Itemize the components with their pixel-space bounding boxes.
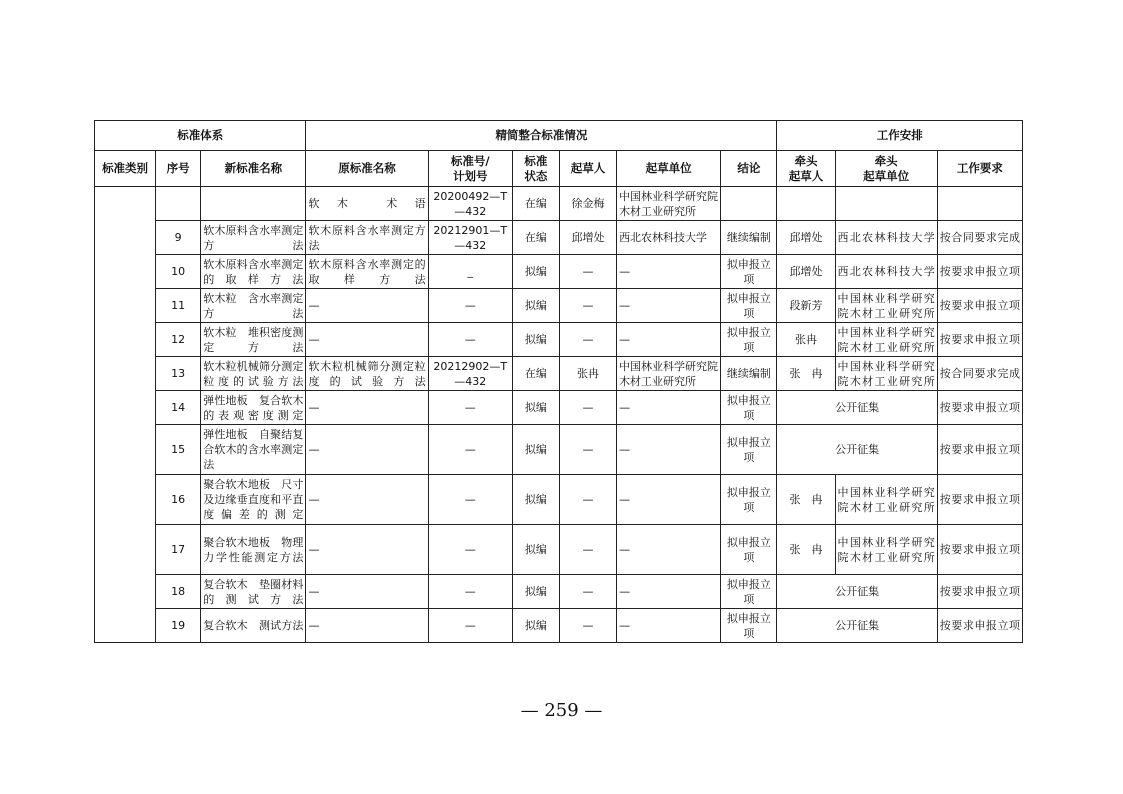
public-collection-cell: 公开征集 — [777, 575, 937, 609]
new-name-cell: 复合软木 测试方法 — [201, 609, 306, 643]
draft-unit-cell: — — [617, 255, 721, 289]
drafter-cell: — — [559, 289, 616, 323]
old-name-cell: 软木 术语 — [306, 187, 428, 221]
status-cell: 拟编 — [512, 289, 559, 323]
table-row — [95, 221, 1023, 255]
conclusion-cell: 拟申报立项 — [721, 575, 777, 609]
column-header: 起草单位 — [617, 151, 721, 187]
draft-unit-cell: — — [617, 575, 721, 609]
work-requirement-cell: 按合同要求完成 — [937, 221, 1022, 255]
std-number-cell: 20212901—T—432 — [428, 221, 512, 255]
lead-unit-cell: 中国林业科学研究院木材工业研究所 — [835, 475, 937, 525]
work-requirement-cell: 按要求申报立项 — [937, 289, 1022, 323]
new-name-cell: 软木原料含水率测定的取样方法 — [201, 255, 306, 289]
category-cell — [95, 187, 156, 643]
std-number-cell: — — [428, 525, 512, 575]
column-header: 序号 — [156, 151, 201, 187]
lead-unit-cell — [835, 187, 937, 221]
draft-unit-cell: — — [617, 609, 721, 643]
std-number-cell: — — [428, 425, 512, 475]
lead-drafter-cell: 张冉 — [777, 323, 835, 357]
drafter-cell: — — [559, 425, 616, 475]
lead-drafter-cell: 邱增处 — [777, 255, 835, 289]
work-requirement-cell: 按要求申报立项 — [937, 425, 1022, 475]
drafter-cell: — — [559, 525, 616, 575]
new-name-cell: 聚合软木地板 尺寸及边缘垂直度和平直度偏差的测定 — [201, 475, 306, 525]
table-row — [95, 289, 1023, 323]
drafter-cell: 邱增处 — [559, 221, 616, 255]
column-header: 新标准名称 — [201, 151, 306, 187]
serial-cell: 9 — [156, 221, 201, 255]
table-row — [95, 609, 1023, 643]
column-header: 起草人 — [559, 151, 616, 187]
lead-drafter-cell: 邱增处 — [777, 221, 835, 255]
lead-drafter-cell: 段新芳 — [777, 289, 835, 323]
work-requirement-cell: 按要求申报立项 — [937, 255, 1022, 289]
conclusion-cell: 拟申报立项 — [721, 289, 777, 323]
new-name-cell: 软木粒 含水率测定方法 — [201, 289, 306, 323]
draft-unit-cell: — — [617, 525, 721, 575]
drafter-cell: — — [559, 391, 616, 425]
lead-unit-cell: 中国林业科学研究院木材工业研究所 — [835, 289, 937, 323]
public-collection-cell: 公开征集 — [777, 425, 937, 475]
draft-unit-cell: 中国林业科学研究院木材工业研究所 — [617, 187, 721, 221]
lead-drafter-cell: 张 冉 — [777, 357, 835, 391]
serial-cell — [156, 187, 201, 221]
status-cell: 拟编 — [512, 255, 559, 289]
work-requirement-cell: 按要求申报立项 — [937, 609, 1022, 643]
conclusion-cell: 继续编制 — [721, 357, 777, 391]
table-row — [95, 475, 1023, 525]
old-name-cell: — — [306, 609, 428, 643]
old-name-cell: — — [306, 425, 428, 475]
serial-cell: 15 — [156, 425, 201, 475]
page-number: — 259 — — [520, 700, 603, 721]
column-header: 工作要求 — [937, 151, 1022, 187]
status-cell: 拟编 — [512, 323, 559, 357]
status-cell: 拟编 — [512, 425, 559, 475]
drafter-cell: 张冉 — [559, 357, 616, 391]
conclusion-cell: 拟申报立项 — [721, 525, 777, 575]
table-row — [95, 575, 1023, 609]
new-name-cell: 软木原料含水率测定方法 — [201, 221, 306, 255]
new-name-cell: 软木粒 堆积密度测定方法 — [201, 323, 306, 357]
old-name-cell: — — [306, 575, 428, 609]
public-collection-cell: 公开征集 — [777, 609, 937, 643]
conclusion-cell: 拟申报立项 — [721, 425, 777, 475]
column-header: 标准类别 — [95, 151, 156, 187]
conclusion-cell — [721, 187, 777, 221]
status-cell: 在编 — [512, 221, 559, 255]
serial-cell: 12 — [156, 323, 201, 357]
work-requirement-cell: 按要求申报立项 — [937, 323, 1022, 357]
std-number-cell: 20200492—T—432 — [428, 187, 512, 221]
work-requirement-cell: 按要求申报立项 — [937, 575, 1022, 609]
draft-unit-cell: 西北农林科技大学 — [617, 221, 721, 255]
serial-cell: 17 — [156, 525, 201, 575]
std-number-cell: — — [428, 391, 512, 425]
group-header-work: 工作安排 — [777, 121, 1023, 151]
new-name-cell: 复合软木 垫圈材料的测试方法 — [201, 575, 306, 609]
old-name-cell: 软木原料含水率测定方法 — [306, 221, 428, 255]
old-name-cell: — — [306, 525, 428, 575]
old-name-cell: — — [306, 391, 428, 425]
drafter-cell: — — [559, 575, 616, 609]
std-number-cell: — — [428, 289, 512, 323]
old-name-cell: 软木原料含水率测定的取样方法 — [306, 255, 428, 289]
lead-unit-cell: 中国林业科学研究院木材工业研究所 — [835, 357, 937, 391]
lead-unit-cell: 西北农林科技大学 — [835, 221, 937, 255]
table-row — [95, 323, 1023, 357]
lead-unit-cell: 西北农林科技大学 — [835, 255, 937, 289]
drafter-cell: — — [559, 475, 616, 525]
drafter-cell: — — [559, 609, 616, 643]
conclusion-cell: 拟申报立项 — [721, 609, 777, 643]
drafter-cell: — — [559, 323, 616, 357]
std-number-cell: 20212902—T—432 — [428, 357, 512, 391]
work-requirement-cell: 按要求申报立项 — [937, 391, 1022, 425]
std-number-cell: — — [428, 475, 512, 525]
std-number-cell: — — [428, 609, 512, 643]
table-row — [95, 255, 1023, 289]
new-name-cell: 弹性地板 自聚结复合软木的含水率测定法 — [201, 425, 306, 475]
conclusion-cell: 拟申报立项 — [721, 255, 777, 289]
conclusion-cell: 拟申报立项 — [721, 323, 777, 357]
std-number-cell: — — [428, 575, 512, 609]
status-cell: 在编 — [512, 187, 559, 221]
work-requirement-cell: 按要求申报立项 — [937, 475, 1022, 525]
public-collection-cell: 公开征集 — [777, 391, 937, 425]
draft-unit-cell: 中国林业科学研究院木材工业研究所 — [617, 357, 721, 391]
table-row — [95, 187, 1023, 221]
serial-cell: 10 — [156, 255, 201, 289]
status-cell: 拟编 — [512, 575, 559, 609]
draft-unit-cell: — — [617, 425, 721, 475]
draft-unit-cell: — — [617, 475, 721, 525]
standards-table — [94, 120, 1023, 643]
serial-cell: 14 — [156, 391, 201, 425]
conclusion-cell: 拟申报立项 — [721, 391, 777, 425]
conclusion-cell: 继续编制 — [721, 221, 777, 255]
column-header: 标准 状态 — [512, 151, 559, 187]
draft-unit-cell: — — [617, 323, 721, 357]
serial-cell: 11 — [156, 289, 201, 323]
old-name-cell: — — [306, 475, 428, 525]
status-cell: 在编 — [512, 357, 559, 391]
column-header: 原标准名称 — [306, 151, 428, 187]
column-header: 标准号/ 计划号 — [428, 151, 512, 187]
table-row — [95, 525, 1023, 575]
group-header-merge: 精简整合标准情况 — [306, 121, 777, 151]
work-requirement-cell: 按要求申报立项 — [937, 525, 1022, 575]
status-cell: 拟编 — [512, 525, 559, 575]
status-cell: 拟编 — [512, 609, 559, 643]
status-cell: 拟编 — [512, 475, 559, 525]
new-name-cell: 弹性地板 复合软木的表观密度测定 — [201, 391, 306, 425]
lead-unit-cell: 中国林业科学研究院木材工业研究所 — [835, 525, 937, 575]
column-header: 牵头 起草单位 — [835, 151, 937, 187]
drafter-cell: 徐金梅 — [559, 187, 616, 221]
serial-cell: 16 — [156, 475, 201, 525]
old-name-cell: — — [306, 323, 428, 357]
new-name-cell: 软木粒机械筛分测定粒度的试验方法 — [201, 357, 306, 391]
std-number-cell: _ — [428, 255, 512, 289]
status-cell: 拟编 — [512, 391, 559, 425]
draft-unit-cell: — — [617, 289, 721, 323]
lead-drafter-cell: 张 冉 — [777, 525, 835, 575]
old-name-cell: 软木粒机械筛分测定粒度的试验方法 — [306, 357, 428, 391]
work-requirement-cell — [937, 187, 1022, 221]
serial-cell: 18 — [156, 575, 201, 609]
column-header: 结论 — [721, 151, 777, 187]
table-row — [95, 357, 1023, 391]
lead-drafter-cell — [777, 187, 835, 221]
new-name-cell — [201, 187, 306, 221]
draft-unit-cell: — — [617, 391, 721, 425]
old-name-cell: — — [306, 289, 428, 323]
group-header-system: 标准体系 — [95, 121, 306, 151]
serial-cell: 19 — [156, 609, 201, 643]
work-requirement-cell: 按合同要求完成 — [937, 357, 1022, 391]
new-name-cell: 聚合软木地板 物理力学性能测定方法 — [201, 525, 306, 575]
lead-drafter-cell: 张 冉 — [777, 475, 835, 525]
lead-unit-cell: 中国林业科学研究院木材工业研究所 — [835, 323, 937, 357]
table-row — [95, 391, 1023, 425]
drafter-cell: — — [559, 255, 616, 289]
column-header: 牵头 起草人 — [777, 151, 835, 187]
conclusion-cell: 拟申报立项 — [721, 475, 777, 525]
std-number-cell: — — [428, 323, 512, 357]
serial-cell: 13 — [156, 357, 201, 391]
table-row — [95, 425, 1023, 475]
